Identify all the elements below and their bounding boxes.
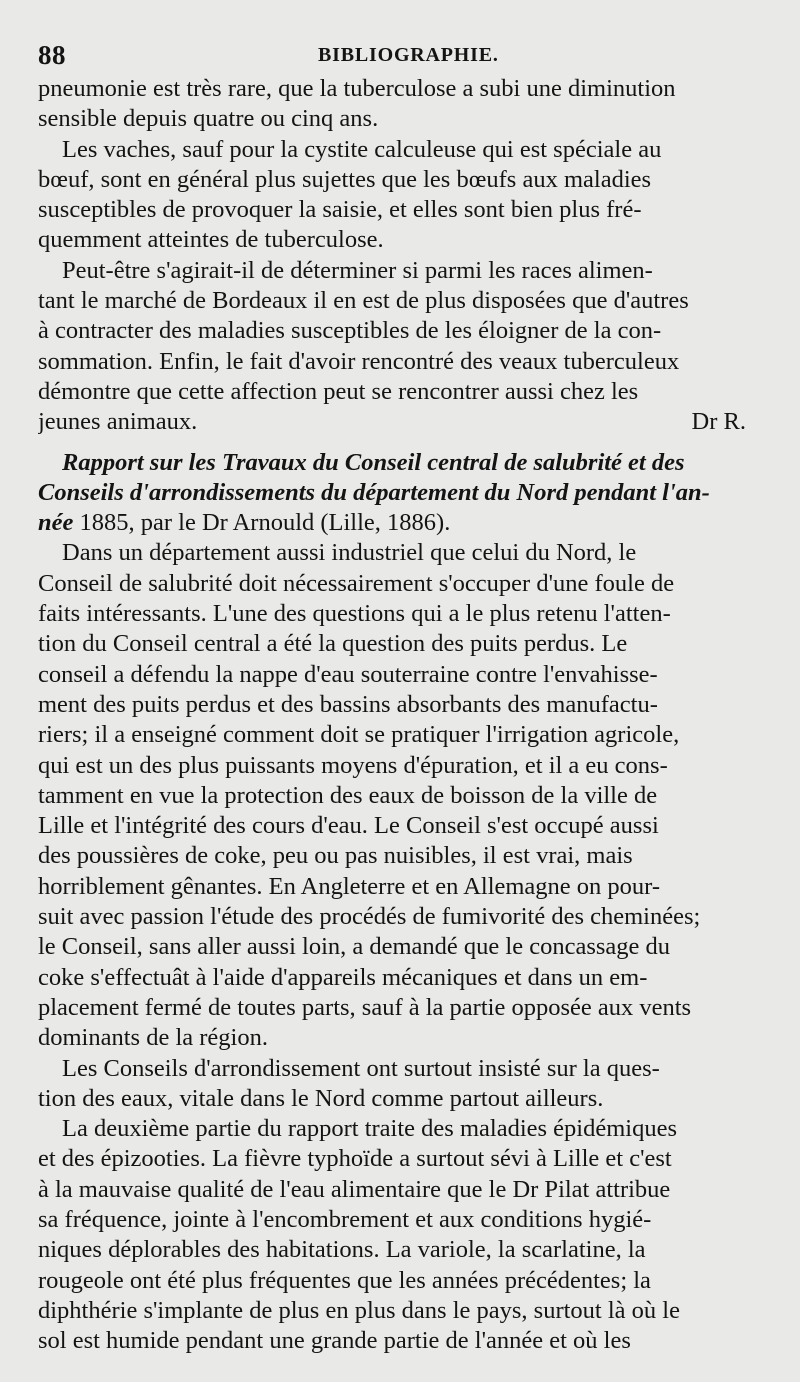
text-line-with-signature — [38, 407, 760, 437]
paragraph — [38, 1054, 760, 1115]
title-line — [38, 508, 760, 538]
text-line: ment des puits perdus et des bassins absorbants des manufactu- — [38, 690, 658, 718]
title-line: Rapport sur les Travaux du Conseil central de salubrité et des — [62, 448, 685, 476]
text-line: faits intéressants. L'une des questions qui a le plus retenu l'atten- — [38, 600, 671, 628]
text-line: à contracter des maladies susceptibles de les éloigner de la con- — [38, 317, 662, 345]
text-line: rougeole ont été plus fréquentes que les années précédentes; la — [38, 1266, 651, 1294]
section-spacer — [38, 438, 760, 448]
paragraph — [38, 538, 760, 1053]
text-line: des poussières de coke, peu ou pas nuisibles, il est vrai, mais — [38, 842, 633, 870]
text-line: Conseil de salubrité doit nécessairement s'occuper d'une foule de — [38, 569, 675, 597]
signature: Dr R. — [691, 408, 746, 436]
text-line: pneumonie est très rare, que la tuberculose a subi une diminution — [38, 75, 676, 102]
text-line: quemment atteintes de tuberculose. — [38, 226, 384, 254]
text-line: tamment en vue la protection des eaux de boisson de la ville de — [38, 781, 658, 809]
text-fragment: jeunes animaux. — [38, 408, 198, 436]
paragraph — [38, 135, 760, 256]
title-citation: 1885, par le Dr Arnould (Lille, 1886). — [73, 509, 451, 537]
text-line: sommation. Enfin, le fait d'avoir rencontré des veaux tuberculeux — [38, 347, 680, 375]
title-line: Conseils d'arrondissements du département du Nord pendant l'an- — [38, 478, 710, 506]
text-line: à la mauvaise qualité de l'eau alimentaire que le Dr Pilat attribue — [38, 1175, 671, 1203]
text-line: riers; il a enseigné comment doit se pratiquer l'irrigation agricole, — [38, 721, 680, 749]
page-number: 88 — [38, 40, 66, 70]
running-title: BIBLIOGRAPHIE. — [318, 44, 499, 66]
text-line: diphthérie s'implante de plus en plus dans le pays, surtout là où le — [38, 1296, 680, 1324]
text-line: tion des eaux, vitale dans le Nord comme partout ailleurs. — [38, 1084, 604, 1112]
text-line: niques déplorables des habitations. La variole, la scarlatine, la — [38, 1236, 646, 1264]
text-line: dominants de la région. — [38, 1024, 268, 1052]
text-line: sensible depuis quatre ou cinq ans. — [38, 105, 379, 133]
body-text — [38, 74, 760, 1356]
text-line: conseil a défendu la nappe d'eau souterraine contre l'envahisse- — [38, 660, 658, 688]
text-line: le Conseil, sans aller aussi loin, a demandé que le concassage du — [38, 933, 671, 961]
paragraph — [38, 74, 760, 135]
page-header — [38, 40, 758, 72]
text-line: Peut-être s'agirait-il de déterminer si parmi les races alimen- — [62, 256, 653, 284]
text-line: bœuf, sont en général plus sujettes que les bœufs aux maladies — [38, 165, 652, 193]
text-line: susceptibles de provoquer la saisie, et elles sont bien plus fré- — [38, 196, 642, 224]
paragraph — [38, 1114, 760, 1356]
title-fragment: née — [38, 509, 74, 537]
text-line: suit avec passion l'étude des procédés de fumivorité des cheminées; — [38, 903, 701, 931]
text-line: démontre que cette affection peut se rencontrer aussi chez les — [38, 377, 639, 405]
text-line: Lille et l'intégrité des cours d'eau. Le Conseil s'est occupé aussi — [38, 812, 659, 840]
text-line: tion du Conseil central a été la question des puits perdus. Le — [38, 630, 628, 658]
text-line: placement fermé de toutes parts, sauf à la partie opposée aux vents — [38, 993, 692, 1021]
text-line: Les vaches, sauf pour la cystite calculeuse qui est spéciale au — [62, 135, 662, 163]
text-line: Les Conseils d'arrondissement ont surtout insisté sur la ques- — [62, 1054, 660, 1082]
text-line: coke s'effectuât à l'aide d'appareils mécaniques et dans un em- — [38, 963, 648, 991]
text-line: sa fréquence, jointe à l'encombrement et aux conditions hygié- — [38, 1205, 652, 1233]
text-line: sol est humide pendant une grande partie de l'année et où les — [38, 1327, 631, 1355]
text-line: et des épizooties. La fièvre typhoïde a surtout sévi à Lille et c'est — [38, 1145, 672, 1173]
review-title — [38, 448, 760, 539]
text-line: qui est un des plus puissants moyens d'épuration, et il a eu cons- — [38, 751, 668, 779]
text-line: horriblement gênantes. En Angleterre et en Allemagne on pour- — [38, 872, 661, 900]
text-line: La deuxième partie du rapport traite des maladies épidémiques — [62, 1115, 677, 1143]
paragraph — [38, 256, 760, 438]
text-line: tant le marché de Bordeaux il en est de plus disposées que d'autres — [38, 287, 689, 315]
text-line: Dans un département aussi industriel que celui du Nord, le — [62, 539, 637, 567]
